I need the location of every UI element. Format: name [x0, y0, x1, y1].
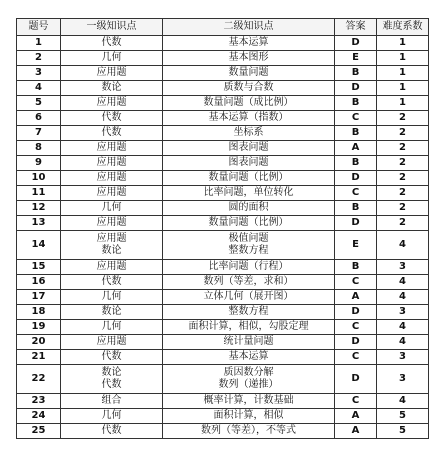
level2-knowledge-line: 数列（等差，求和） — [203, 276, 294, 287]
answer-cell: B — [335, 156, 377, 171]
table-header — [17, 19, 429, 36]
answer-cell: B — [335, 96, 377, 111]
level1-knowledge-cell — [61, 156, 163, 171]
level1-knowledge-cell — [61, 126, 163, 141]
level1-knowledge-line: 代数 — [101, 425, 122, 436]
table-row — [17, 275, 429, 290]
difficulty-cell: 2 — [377, 156, 429, 171]
table-row — [17, 409, 429, 424]
difficulty-cell: 1 — [377, 81, 429, 96]
header-level1-knowledge: 一级知识点 — [61, 19, 163, 36]
level2-knowledge-line: 基本运算 — [228, 37, 269, 48]
level1-knowledge-cell — [61, 320, 163, 335]
answer-cell: B — [335, 126, 377, 141]
level2-knowledge-cell — [163, 81, 335, 96]
level2-knowledge-line: 数量问题（比例） — [208, 217, 289, 228]
level2-knowledge-line: 比率问题（行程） — [208, 261, 289, 272]
level2-knowledge-cell — [163, 66, 335, 81]
level2-knowledge-line: 整数方程 — [228, 245, 269, 256]
level2-knowledge-cell — [163, 36, 335, 51]
level2-knowledge-line: 质数与合数 — [223, 82, 274, 93]
table-row — [17, 305, 429, 320]
answer-cell: E — [335, 51, 377, 66]
level1-knowledge-line: 应用题 — [96, 172, 127, 183]
answer-cell: C — [335, 394, 377, 409]
answer-cell: A — [335, 290, 377, 305]
level1-knowledge-cell — [61, 171, 163, 186]
level1-knowledge-line: 几何 — [101, 321, 122, 332]
table-row — [17, 201, 429, 216]
table-row — [17, 126, 429, 141]
table-row — [17, 141, 429, 156]
level1-knowledge-line: 几何 — [101, 202, 122, 213]
level1-knowledge-line: 组合 — [101, 395, 122, 406]
level1-knowledge-line: 几何 — [101, 410, 122, 421]
level1-knowledge-line: 应用题 — [96, 157, 127, 168]
level1-knowledge-cell — [61, 335, 163, 350]
level1-knowledge-line: 代数 — [101, 379, 122, 390]
level1-knowledge-line: 代数 — [101, 351, 122, 362]
question-number-cell: 1 — [17, 36, 61, 51]
table-row — [17, 81, 429, 96]
question-number-cell: 12 — [17, 201, 61, 216]
answer-cell: D — [335, 365, 377, 394]
table-row — [17, 320, 429, 335]
answer-cell: A — [335, 424, 377, 439]
level1-knowledge-line: 几何 — [101, 52, 122, 63]
question-number-cell: 21 — [17, 350, 61, 365]
level1-knowledge-line: 代数 — [101, 276, 122, 287]
question-number-cell: 8 — [17, 141, 61, 156]
level2-knowledge-line: 数列（等差），不等式 — [201, 425, 296, 436]
table-row — [17, 290, 429, 305]
difficulty-cell: 5 — [377, 424, 429, 439]
level1-knowledge-cell — [61, 201, 163, 216]
level2-knowledge-cell — [163, 111, 335, 126]
difficulty-cell: 4 — [377, 335, 429, 350]
table-row — [17, 186, 429, 201]
level2-knowledge-line: 图表问题 — [228, 142, 269, 153]
answer-cell: B — [335, 260, 377, 275]
question-number-cell: 6 — [17, 111, 61, 126]
level2-knowledge-line: 基本运算 — [228, 351, 269, 362]
level2-knowledge-cell — [163, 409, 335, 424]
table-row — [17, 216, 429, 231]
level1-knowledge-cell — [61, 36, 163, 51]
level2-knowledge-line: 数量问题 — [228, 67, 269, 78]
question-number-cell: 3 — [17, 66, 61, 81]
level2-knowledge-line: 数量问题（成比例） — [203, 97, 294, 108]
table-body — [17, 36, 429, 439]
difficulty-cell: 4 — [377, 320, 429, 335]
level1-knowledge-line: 应用题 — [96, 142, 127, 153]
level1-knowledge-line: 代数 — [101, 112, 122, 123]
knowledge-point-table — [16, 18, 429, 439]
level2-knowledge-line: 比率问题，单位转化 — [203, 187, 294, 198]
difficulty-cell: 2 — [377, 171, 429, 186]
table-row — [17, 424, 429, 439]
difficulty-cell: 4 — [377, 231, 429, 260]
question-number-cell: 18 — [17, 305, 61, 320]
level1-knowledge-cell — [61, 424, 163, 439]
difficulty-cell: 2 — [377, 216, 429, 231]
level2-knowledge-cell — [163, 320, 335, 335]
difficulty-cell: 4 — [377, 394, 429, 409]
difficulty-cell: 2 — [377, 186, 429, 201]
level1-knowledge-cell — [61, 216, 163, 231]
level2-knowledge-cell — [163, 96, 335, 111]
level1-knowledge-line: 数论 — [101, 367, 122, 378]
level2-knowledge-line: 数量问题（比例） — [208, 172, 289, 183]
question-number-cell: 2 — [17, 51, 61, 66]
level2-knowledge-cell — [163, 51, 335, 66]
level1-knowledge-cell — [61, 66, 163, 81]
table-row — [17, 111, 429, 126]
answer-cell: C — [335, 275, 377, 290]
answer-cell: D — [335, 305, 377, 320]
table-row — [17, 96, 429, 111]
level2-knowledge-cell — [163, 350, 335, 365]
table-row — [17, 260, 429, 275]
question-number-cell: 14 — [17, 231, 61, 260]
header-level2-knowledge: 二级知识点 — [163, 19, 335, 36]
difficulty-cell: 2 — [377, 111, 429, 126]
question-number-cell: 11 — [17, 186, 61, 201]
level2-knowledge-line: 概率计算，计数基础 — [203, 395, 294, 406]
answer-cell: E — [335, 231, 377, 260]
level2-knowledge-line: 图表问题 — [228, 157, 269, 168]
level1-knowledge-line: 应用题 — [96, 261, 127, 272]
table-row — [17, 171, 429, 186]
difficulty-cell: 2 — [377, 126, 429, 141]
answer-cell: C — [335, 350, 377, 365]
question-number-cell: 7 — [17, 126, 61, 141]
table-row — [17, 156, 429, 171]
header-difficulty: 难度系数 — [377, 19, 429, 36]
table-row — [17, 51, 429, 66]
level1-knowledge-cell — [61, 231, 163, 260]
level1-knowledge-line: 应用题 — [96, 336, 127, 347]
level1-knowledge-line: 应用题 — [96, 233, 127, 244]
level1-knowledge-line: 数论 — [101, 245, 122, 256]
level2-knowledge-line: 数列（递推） — [218, 379, 279, 390]
answer-cell: C — [335, 320, 377, 335]
level1-knowledge-cell — [61, 81, 163, 96]
question-number-cell: 10 — [17, 171, 61, 186]
difficulty-cell: 1 — [377, 96, 429, 111]
answer-cell: B — [335, 66, 377, 81]
level1-knowledge-line: 几何 — [101, 291, 122, 302]
level2-knowledge-cell — [163, 305, 335, 320]
level2-knowledge-line: 面积计算，相似 — [213, 410, 284, 421]
table-row — [17, 335, 429, 350]
level1-knowledge-cell — [61, 51, 163, 66]
level1-knowledge-line: 应用题 — [96, 187, 127, 198]
difficulty-cell: 1 — [377, 66, 429, 81]
difficulty-cell: 2 — [377, 141, 429, 156]
level1-knowledge-line: 代数 — [101, 127, 122, 138]
answer-cell: D — [335, 335, 377, 350]
question-number-cell: 20 — [17, 335, 61, 350]
level2-knowledge-line: 坐标系 — [233, 127, 264, 138]
level1-knowledge-cell — [61, 350, 163, 365]
answer-cell: C — [335, 111, 377, 126]
difficulty-cell: 1 — [377, 51, 429, 66]
table-row — [17, 350, 429, 365]
level1-knowledge-line: 应用题 — [96, 97, 127, 108]
level1-knowledge-cell — [61, 186, 163, 201]
header-question-number: 题号 — [17, 19, 61, 36]
answer-cell: B — [335, 201, 377, 216]
difficulty-cell: 3 — [377, 260, 429, 275]
question-number-cell: 16 — [17, 275, 61, 290]
difficulty-cell: 4 — [377, 275, 429, 290]
header-answer: 答案 — [335, 19, 377, 36]
level1-knowledge-cell — [61, 111, 163, 126]
level2-knowledge-cell — [163, 231, 335, 260]
level2-knowledge-cell — [163, 335, 335, 350]
level2-knowledge-cell — [163, 275, 335, 290]
level2-knowledge-cell — [163, 171, 335, 186]
level1-knowledge-cell — [61, 260, 163, 275]
answer-cell: D — [335, 81, 377, 96]
level2-knowledge-cell — [163, 394, 335, 409]
level1-knowledge-line: 应用题 — [96, 67, 127, 78]
question-number-cell: 25 — [17, 424, 61, 439]
level2-knowledge-line: 统计量问题 — [223, 336, 274, 347]
level2-knowledge-line: 基本图形 — [228, 52, 269, 63]
question-number-cell: 15 — [17, 260, 61, 275]
difficulty-cell: 4 — [377, 290, 429, 305]
level1-knowledge-cell — [61, 394, 163, 409]
level2-knowledge-cell — [163, 260, 335, 275]
level1-knowledge-line: 数论 — [101, 82, 122, 93]
level1-knowledge-cell — [61, 141, 163, 156]
question-number-cell: 17 — [17, 290, 61, 305]
question-number-cell: 23 — [17, 394, 61, 409]
level1-knowledge-cell — [61, 409, 163, 424]
header-row — [17, 19, 429, 36]
difficulty-cell: 2 — [377, 201, 429, 216]
knowledge-point-sheet — [16, 18, 428, 439]
level2-knowledge-cell — [163, 424, 335, 439]
question-number-cell: 9 — [17, 156, 61, 171]
level2-knowledge-line: 整数方程 — [228, 306, 269, 317]
level2-knowledge-line: 极值问题 — [228, 233, 269, 244]
difficulty-cell: 3 — [377, 365, 429, 394]
level2-knowledge-cell — [163, 365, 335, 394]
answer-cell: A — [335, 141, 377, 156]
table-row — [17, 36, 429, 51]
level2-knowledge-line: 质因数分解 — [223, 367, 274, 378]
difficulty-cell: 3 — [377, 350, 429, 365]
level2-knowledge-cell — [163, 290, 335, 305]
table-row — [17, 66, 429, 81]
table-row — [17, 394, 429, 409]
level2-knowledge-cell — [163, 141, 335, 156]
level2-knowledge-line: 圆的面积 — [228, 202, 269, 213]
table-row — [17, 231, 429, 260]
answer-cell: D — [335, 171, 377, 186]
level2-knowledge-cell — [163, 216, 335, 231]
level1-knowledge-cell — [61, 96, 163, 111]
level2-knowledge-cell — [163, 126, 335, 141]
level1-knowledge-cell — [61, 275, 163, 290]
question-number-cell: 22 — [17, 365, 61, 394]
question-number-cell: 24 — [17, 409, 61, 424]
difficulty-cell: 1 — [377, 36, 429, 51]
difficulty-cell: 3 — [377, 305, 429, 320]
level1-knowledge-cell — [61, 365, 163, 394]
question-number-cell: 5 — [17, 96, 61, 111]
level2-knowledge-line: 面积计算，相似，勾股定理 — [188, 321, 309, 332]
level2-knowledge-line: 立体几何（展开图） — [203, 291, 294, 302]
answer-cell: C — [335, 186, 377, 201]
answer-cell: A — [335, 409, 377, 424]
level1-knowledge-line: 代数 — [101, 37, 122, 48]
answer-cell: D — [335, 216, 377, 231]
level2-knowledge-cell — [163, 186, 335, 201]
answer-cell: D — [335, 36, 377, 51]
question-number-cell: 4 — [17, 81, 61, 96]
level1-knowledge-line: 数论 — [101, 306, 122, 317]
level1-knowledge-cell — [61, 305, 163, 320]
question-number-cell: 19 — [17, 320, 61, 335]
level1-knowledge-line: 应用题 — [96, 217, 127, 228]
table-row — [17, 365, 429, 394]
level2-knowledge-line: 基本运算（指数） — [208, 112, 289, 123]
level2-knowledge-cell — [163, 156, 335, 171]
difficulty-cell: 5 — [377, 409, 429, 424]
level2-knowledge-cell — [163, 201, 335, 216]
question-number-cell: 13 — [17, 216, 61, 231]
level1-knowledge-cell — [61, 290, 163, 305]
